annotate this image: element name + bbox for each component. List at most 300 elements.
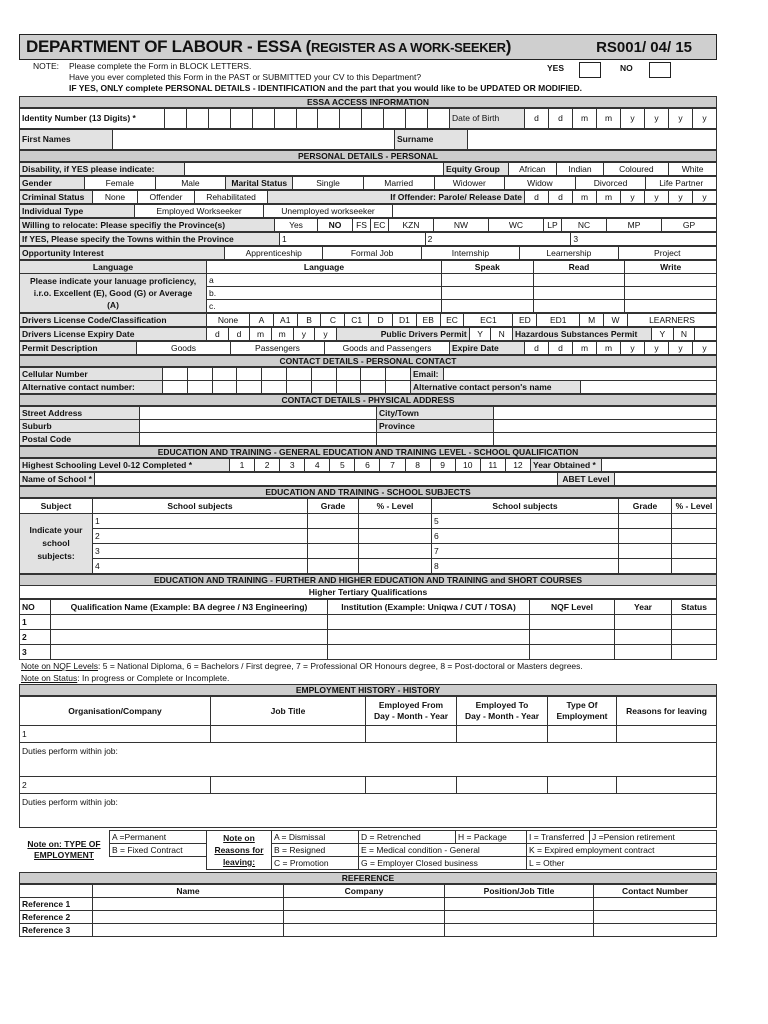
permit-goods[interactable]: Goods [137,342,231,355]
grade-head: Grade [619,499,672,514]
criminal-rehabilitated[interactable]: Rehabilitated [195,191,268,204]
grade-cell[interactable] [619,514,672,529]
pct-level-head: % - Level [359,499,432,514]
cell-digit[interactable] [361,368,386,381]
subjects-section [19,486,717,498]
marital-widow[interactable]: Widow [505,177,576,190]
abet-field[interactable] [615,473,717,486]
province-ec[interactable]: EC [371,219,389,232]
dob-cell[interactable]: d [549,109,573,129]
id-digit[interactable] [274,109,296,129]
level-7[interactable]: 7 [380,459,405,472]
opportunity-formal-job[interactable]: Formal Job [323,247,421,260]
language-row-a[interactable]: a [207,274,442,287]
alt-person-field[interactable] [580,381,717,394]
criminal-none[interactable]: None [93,191,138,204]
alt-digit[interactable] [163,381,188,394]
towns-label: If YES, Please specify the Towns within the Province [20,233,280,246]
id-digit[interactable] [384,109,406,129]
date-cell[interactable]: d [549,342,573,355]
marital-divorced[interactable]: Divorced [575,177,646,190]
language-col: Language [207,261,442,274]
speak-cell[interactable] [442,274,534,287]
cell-digit[interactable] [187,368,212,381]
grade-cell[interactable] [619,544,672,559]
first-names-field[interactable] [113,130,395,150]
id-digit[interactable] [340,109,362,129]
expiry-cell[interactable]: d [228,328,250,341]
subject-row[interactable]: 3 [93,544,308,559]
grade-cell[interactable] [619,559,672,574]
company-head: Company [284,885,445,898]
year-cell[interactable] [615,645,672,660]
subject-row[interactable]: 7 [432,544,619,559]
reference-corner [20,885,93,898]
province-mp[interactable]: MP [607,219,662,232]
license-expiry-label: Drivers License Expiry Date [20,328,207,341]
type-cell[interactable] [548,726,617,743]
id-digit[interactable] [406,109,428,129]
grade-cell[interactable] [308,559,359,574]
note-line3: IF YES, ONLY complete PERSONAL DETAILS - IDENTIFICATION and the part that you would like to be UPDATED OR MODIFIED. [69,83,583,93]
language-heading: Language [20,261,207,274]
email-field[interactable] [444,368,717,381]
opportunity-apprenticeship[interactable]: Apprenticeship [225,247,323,260]
job-cell[interactable] [211,726,366,743]
school-section [19,446,717,458]
qualification-cell[interactable] [51,615,328,630]
disability-table [19,162,717,176]
school-name-label: Name of School * [20,473,95,486]
date-cell[interactable]: y [645,342,669,355]
qualification-head: Qualification Name (Example: BA degree / N3 Engineering) [51,600,328,615]
individual-type-table [19,204,717,218]
personal-section [19,150,717,162]
pct-cell[interactable] [359,559,432,574]
public-permit-y[interactable]: Y [469,328,491,341]
section-heading: ESSA ACCESS INFORMATION [20,97,717,108]
expiry-cell[interactable]: m [250,328,272,341]
from-cell[interactable] [366,726,457,743]
to-head: Employed To Day - Month - Year [457,697,548,726]
unemployed-workseeker[interactable]: Unemployed workseeker [264,205,393,218]
city-field[interactable] [494,407,717,420]
id-digit[interactable] [165,109,187,129]
level-5[interactable]: 5 [330,459,355,472]
license-learners[interactable]: LEARNERS [628,314,717,327]
license-eb[interactable]: EB [416,314,440,327]
first-names-label: First Names [20,130,113,150]
write-cell[interactable] [625,274,717,287]
level-12[interactable]: 12 [505,459,530,472]
province-gp[interactable]: GP [662,219,717,232]
ref-position-cell[interactable] [445,924,594,937]
date-cell[interactable]: m [573,191,597,204]
cell-digit[interactable] [336,368,361,381]
province-field[interactable] [494,420,717,433]
ref-company-cell[interactable] [284,898,445,911]
relocate-no[interactable]: NO [318,219,353,232]
date-cell[interactable]: y [621,342,645,355]
ref-name-cell[interactable] [93,911,284,924]
level-2[interactable]: 2 [255,459,280,472]
qualification-row: 3 [20,645,51,660]
city-label: City/Town [377,407,494,420]
level-8[interactable]: 8 [405,459,430,472]
license-m[interactable]: M [580,314,604,327]
alt-digit[interactable] [336,381,361,394]
license-c[interactable]: C [321,314,345,327]
speak-cell[interactable] [442,287,534,300]
alt-digit[interactable] [386,381,411,394]
language-row-b[interactable]: b. [207,287,442,300]
employment-row[interactable]: 2 [20,777,211,794]
reason-cell[interactable] [617,726,717,743]
employment-row[interactable]: 1 [20,726,211,743]
type-cell[interactable] [548,777,617,794]
date-cell[interactable]: d [549,191,573,204]
nqf-cell[interactable] [530,645,615,660]
cell-digit[interactable] [286,368,311,381]
equity-group-label: Equity Group [444,163,509,176]
contact-physical-section [19,394,717,406]
level-1[interactable]: 1 [230,459,255,472]
section-heading: REFERENCE [20,873,717,884]
date-cell[interactable]: y [669,191,693,204]
alt-digit[interactable] [286,381,311,394]
status-cell[interactable] [672,645,717,660]
gender-female[interactable]: Female [85,177,156,190]
postal-label: Postal Code [20,433,140,446]
write-cell[interactable] [625,287,717,300]
contact-personal-table [19,367,717,394]
date-cell[interactable]: y [693,342,717,355]
id-digit[interactable] [428,109,450,129]
date-cell[interactable]: m [573,342,597,355]
pct-cell[interactable] [359,514,432,529]
level-6[interactable]: 6 [355,459,380,472]
surname-field[interactable] [468,130,717,150]
date-cell[interactable]: m [597,191,621,204]
status-cell[interactable] [672,630,717,645]
expiry-cell[interactable]: y [293,328,315,341]
expiry-cell[interactable]: y [315,328,337,341]
position-head: Position/Job Title [445,885,594,898]
tertiary-subheading: Higher Tertiary Qualifications [20,586,717,599]
institution-cell[interactable] [328,645,530,660]
speak-cell[interactable] [442,300,534,313]
public-permit-n[interactable]: N [491,328,513,341]
marital-married[interactable]: Married [363,177,434,190]
suburb-field[interactable] [140,420,377,433]
institution-cell[interactable] [328,630,530,645]
permit-passengers[interactable]: Passengers [231,342,325,355]
status-cell[interactable] [672,615,717,630]
to-cell[interactable] [457,777,548,794]
marital-status-label: Marital Status [226,177,293,190]
grade-cell[interactable] [619,529,672,544]
postal-spacer [494,433,717,446]
to-cell[interactable] [457,726,548,743]
opportunity-project[interactable]: Project [618,247,716,260]
date-cell[interactable]: y [645,191,669,204]
section-heading: EMPLOYMENT HISTORY - HISTORY [20,685,717,696]
town-1[interactable]: 1 [280,233,426,246]
no-checkbox[interactable] [649,62,671,78]
disability-label: Disability, if YES please indicate: [20,163,185,176]
grade-cell[interactable] [308,514,359,529]
license-c1[interactable]: C1 [345,314,369,327]
qualification-cell[interactable] [51,645,328,660]
ref-company-cell[interactable] [284,924,445,937]
expiry-cell[interactable]: m [271,328,293,341]
date-cell[interactable]: y [693,191,717,204]
parole-label: If Offender: Parole/ Release Date [268,191,525,204]
cell-digit[interactable] [262,368,287,381]
subject-row[interactable]: 6 [432,529,619,544]
opportunity-table [19,246,717,260]
marital-single[interactable]: Single [293,177,364,190]
employed-workseeker[interactable]: Employed Workseeker [135,205,264,218]
pct-level-head: % - Level [672,499,717,514]
reasons-note-label: Note on Reasons for leaving: [207,831,272,870]
subject-row[interactable]: 1 [93,514,308,529]
tertiary-section [19,574,717,599]
cellular-label: Cellular Number [20,368,163,381]
note-line1: Please complete the Form in BLOCK LETTERS. [68,61,252,71]
no-head: NO [20,600,51,615]
equity-white[interactable]: White [669,163,717,176]
criminal-table [19,190,717,204]
date-cell[interactable]: d [525,342,549,355]
dob-cell[interactable]: m [597,109,621,129]
read-cell[interactable] [533,287,625,300]
subject-row[interactable]: 4 [93,559,308,574]
pct-cell[interactable] [672,514,717,529]
cell-digit[interactable] [163,368,188,381]
opportunity-label: Opportunity Interest [20,247,225,260]
institution-head: Institution (Example: Uniqwa / CUT / TOSA) [328,600,530,615]
level-4[interactable]: 4 [305,459,330,472]
ref-name-cell[interactable] [93,924,284,937]
alt-digit[interactable] [187,381,212,394]
year-obtained-field[interactable] [602,459,717,472]
license-b[interactable]: B [297,314,321,327]
date-cell[interactable]: y [669,342,693,355]
opportunity-learnership[interactable]: Learnership [520,247,618,260]
province-nc[interactable]: NC [562,219,607,232]
date-cell[interactable]: m [597,342,621,355]
contact-personal-section [19,355,717,367]
license-a[interactable]: A [250,314,274,327]
equity-coloured[interactable]: Coloured [604,163,669,176]
ref-contact-cell[interactable] [594,911,717,924]
license-a1[interactable]: A1 [273,314,297,327]
gender-male[interactable]: Male [155,177,226,190]
qualification-cell[interactable] [51,630,328,645]
dob-label: Date of Birth [450,109,525,129]
reference-section [19,872,717,884]
note-block [19,60,717,96]
status-note: Note on Status: In progress or Complete or Incomplete. [21,673,230,683]
pct-cell[interactable] [672,544,717,559]
type-head: Type Of Employment [548,697,617,726]
hazardous-label: Hazardous Substances Permit [513,328,652,341]
type-fixed: B = Fixed Contract [110,844,207,857]
province-fs[interactable]: FS [353,219,371,232]
alt-digit[interactable] [237,381,262,394]
write-cell[interactable] [625,300,717,313]
school-subjects-head: School subjects [432,499,619,514]
duties-field[interactable]: Duties perform within job: [20,794,717,828]
language-row-c[interactable]: c. [207,300,442,313]
hazardous-y[interactable]: Y [652,328,674,341]
job-cell[interactable] [211,777,366,794]
duties-field[interactable]: Duties perform within job: [20,743,717,777]
dob-cell[interactable]: y [645,109,669,129]
street-label: Street Address [20,407,140,420]
subject-row[interactable]: 8 [432,559,619,574]
level-11[interactable]: 11 [480,459,505,472]
pct-cell[interactable] [359,544,432,559]
reason-l: L = Other [527,857,717,870]
license-ed[interactable]: ED [513,314,537,327]
pct-cell[interactable] [672,529,717,544]
grade-cell[interactable] [308,529,359,544]
ref-position-cell[interactable] [445,911,594,924]
level-3[interactable]: 3 [280,459,305,472]
dob-cell[interactable]: y [669,109,693,129]
alt-number-label: Alternative contact number: [20,381,163,394]
expire-date-label: Expire Date [450,342,525,355]
town-2[interactable]: 2 [425,233,571,246]
reason-k: K = Expired employment contract [527,844,717,857]
license-code-table [19,313,717,327]
level-10[interactable]: 10 [455,459,480,472]
id-digit[interactable] [252,109,274,129]
id-digit[interactable] [208,109,230,129]
year-head: Year [615,600,672,615]
hazardous-n[interactable]: N [673,328,695,341]
year-cell[interactable] [615,630,672,645]
alt-digit[interactable] [212,381,237,394]
reason-a: A = Dismissal [272,831,359,844]
dob-cell[interactable]: y [621,109,645,129]
dob-cell[interactable]: d [525,109,549,129]
license-d[interactable]: D [369,314,393,327]
dob-cell[interactable]: m [573,109,597,129]
id-digit[interactable] [318,109,340,129]
ref-contact-cell[interactable] [594,924,717,937]
org-head: Organisation/Company [20,697,211,726]
cell-digit[interactable] [212,368,237,381]
institution-cell[interactable] [328,615,530,630]
license-w[interactable]: W [604,314,628,327]
ref-position-cell[interactable] [445,898,594,911]
pct-cell[interactable] [672,559,717,574]
school-name-field[interactable] [95,473,558,486]
subject-row[interactable]: 2 [93,529,308,544]
nqf-cell[interactable] [530,630,615,645]
license-none[interactable]: None [207,314,250,327]
dob-cell[interactable]: y [693,109,717,129]
ref-name-cell[interactable] [93,898,284,911]
date-cell[interactable]: y [621,191,645,204]
province-lp[interactable]: LP [544,219,562,232]
street-field[interactable] [140,407,377,420]
cell-digit[interactable] [311,368,336,381]
criminal-offender[interactable]: Offender [138,191,195,204]
id-digit[interactable] [296,109,318,129]
grade-cell[interactable] [308,544,359,559]
nqf-cell[interactable] [530,615,615,630]
id-digit[interactable] [186,109,208,129]
reason-i: I = Transferred [527,831,590,844]
highest-level-label: Highest Schooling Level 0-12 Completed * [20,459,230,472]
province-kzn[interactable]: KZN [389,219,434,232]
cell-digit[interactable] [386,368,411,381]
id-digit[interactable] [362,109,384,129]
license-ec1[interactable]: EC1 [464,314,513,327]
alt-digit[interactable] [311,381,336,394]
read-cell[interactable] [533,300,625,313]
license-d1[interactable]: D1 [392,314,416,327]
marital-widower[interactable]: Widower [434,177,505,190]
gender-table [19,176,717,190]
pct-cell[interactable] [359,529,432,544]
yes-checkbox[interactable] [579,62,601,78]
section-heading: EDUCATION AND TRAINING - SCHOOL SUBJECTS [20,487,717,498]
id-digit[interactable] [230,109,252,129]
expiry-cell[interactable]: d [207,328,229,341]
postal-field[interactable] [140,433,377,446]
subject-row[interactable]: 5 [432,514,619,529]
permit-table [19,341,717,355]
province-wc[interactable]: WC [489,219,544,232]
read-col: Read [533,261,625,274]
level-9[interactable]: 9 [430,459,455,472]
license-ec[interactable]: EC [440,314,464,327]
year-cell[interactable] [615,615,672,630]
reason-cell[interactable] [617,777,717,794]
status-head: Status [672,600,717,615]
read-cell[interactable] [533,274,625,287]
alt-digit[interactable] [361,381,386,394]
province-nw[interactable]: NW [434,219,489,232]
marital-life-partner[interactable]: Life Partner [646,177,717,190]
relocate-yes[interactable]: Yes [275,219,318,232]
equity-african[interactable]: African [509,163,557,176]
permit-goods-passengers[interactable]: Goods and Passengers [325,342,450,355]
disability-field[interactable] [185,163,444,176]
ref-contact-cell[interactable] [594,898,717,911]
qualification-row: 2 [20,630,51,645]
reason-j: J =Pension retirement [590,831,717,844]
alt-digit[interactable] [262,381,287,394]
town-3[interactable]: 3 [571,233,717,246]
opportunity-internship[interactable]: Internship [421,247,519,260]
equity-indian[interactable]: Indian [556,163,604,176]
type-note-label: Note on: TYPE OF EMPLOYMENT [27,839,101,860]
ref-company-cell[interactable] [284,911,445,924]
section-heading: CONTACT DETAILS - PHYSICAL ADDRESS [20,395,717,406]
type-permanent: A =Permanent [110,831,207,844]
reason-d: D = Retrenched [359,831,456,844]
date-cell[interactable]: d [525,191,549,204]
license-ed1[interactable]: ED1 [537,314,580,327]
cell-digit[interactable] [237,368,262,381]
from-cell[interactable] [366,777,457,794]
